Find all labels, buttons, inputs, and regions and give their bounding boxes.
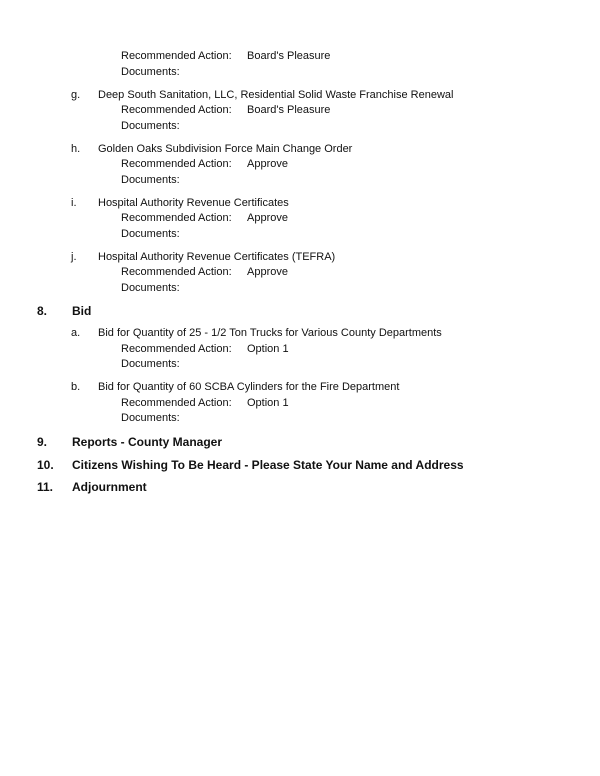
section-title: Citizens Wishing To Be Heard - Please State Your Name and Address xyxy=(72,457,464,472)
recommended-action-value: Board's Pleasure xyxy=(247,104,331,116)
recommended-action-label: Recommended Action: xyxy=(121,158,232,170)
item-title: Bid for Quantity of 25 - 1/2 Ton Trucks for Various County Departments xyxy=(98,327,442,339)
agenda-item-h xyxy=(0,142,600,189)
item-title: Golden Oaks Subdivision Force Main Change Order xyxy=(98,142,353,155)
recommended-action-value: Option 1 xyxy=(247,396,289,409)
documents-label: Documents: xyxy=(121,119,180,132)
section-number: 11. xyxy=(37,480,54,494)
item-letter: i. xyxy=(71,196,77,209)
documents-label: Documents: xyxy=(121,358,180,370)
section-heading-citizens xyxy=(0,458,600,474)
recommended-action-label: Recommended Action: xyxy=(121,50,232,62)
agenda-item-continued xyxy=(0,49,600,80)
agenda-item-b xyxy=(0,380,600,427)
recommended-action-value: Approve xyxy=(247,266,288,278)
documents-label: Documents: xyxy=(121,65,180,78)
recommended-action-label: Recommended Action: xyxy=(121,212,232,224)
documents-label: Documents: xyxy=(121,281,180,294)
agenda-item-i xyxy=(0,196,600,243)
item-letter: a. xyxy=(71,327,81,339)
item-letter: b. xyxy=(71,381,81,393)
recommended-action-label: Recommended Action: xyxy=(121,396,232,409)
section-title: Bid xyxy=(72,303,92,318)
agenda-document xyxy=(0,49,600,503)
section-heading-adjournment xyxy=(0,480,600,496)
documents-label: Documents: xyxy=(121,227,180,240)
item-title: Bid for Quantity of 60 SCBA Cylinders for the Fire Department xyxy=(98,381,400,393)
item-title: Hospital Authority Revenue Certificates (TEFRA) xyxy=(98,250,336,263)
recommended-action-label: Recommended Action: xyxy=(121,104,232,116)
section-number: 10. xyxy=(37,457,54,472)
documents-label: Documents: xyxy=(121,173,180,186)
agenda-item-g xyxy=(0,88,600,135)
recommended-action-label: Recommended Action: xyxy=(121,266,232,278)
agenda-item-j xyxy=(0,250,600,297)
item-letter: j. xyxy=(71,250,77,263)
item-title: Hospital Authority Revenue Certificates xyxy=(98,196,289,209)
recommended-action-label: Recommended Action: xyxy=(121,342,232,355)
recommended-action-value: Option 1 xyxy=(247,342,289,355)
recommended-action-value: Approve xyxy=(247,212,288,224)
item-letter: h. xyxy=(71,142,81,155)
section-title: Adjournment xyxy=(72,480,147,494)
item-letter: g. xyxy=(71,88,81,101)
item-title: Deep South Sanitation, LLC, Residential Solid Waste Franchise Renewal xyxy=(98,88,454,101)
section-number: 8. xyxy=(37,303,48,318)
agenda-item-a xyxy=(0,326,600,373)
section-title: Reports - County Manager xyxy=(72,435,223,449)
section-heading-bid xyxy=(0,304,600,320)
documents-label: Documents: xyxy=(121,412,180,424)
recommended-action-value: Board's Pleasure xyxy=(247,50,331,62)
section-heading-reports xyxy=(0,435,600,451)
section-number: 9. xyxy=(37,435,48,449)
recommended-action-value: Approve xyxy=(247,158,288,170)
